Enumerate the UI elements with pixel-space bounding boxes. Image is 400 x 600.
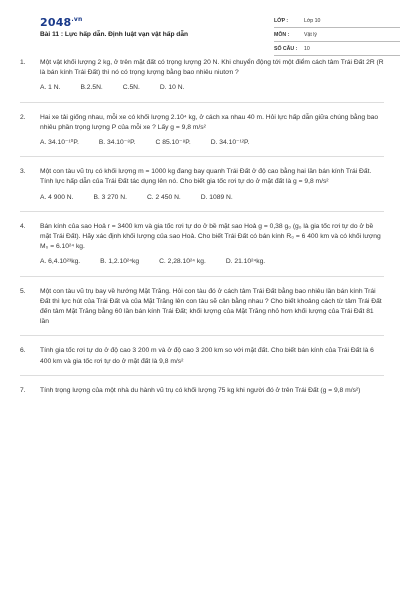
question-body: [40, 222, 384, 268]
answer-option[interactable]: C 85.10⁻⁸P.: [155, 139, 191, 147]
meta-key: LỚP :: [274, 17, 289, 24]
meta-row-class: [274, 14, 400, 28]
answer-option[interactable]: A. 6,4.10²³kg.: [40, 258, 81, 266]
answer-option[interactable]: D. 1089 N.: [200, 193, 233, 201]
question-divider: [20, 335, 384, 336]
answer-options: [40, 257, 384, 267]
meta-row-subject: [274, 28, 400, 42]
lesson-title: Bài 11 : Lực hấp dẫn. Định luật vạn vật hấp dẫn: [40, 31, 189, 38]
question-body: [40, 58, 384, 94]
question-number: 6.: [20, 347, 26, 355]
answer-option[interactable]: C.5N.: [122, 84, 140, 92]
meta-key: SỐ CÂU :: [274, 45, 298, 52]
answer-option[interactable]: D. 21.10²⁴kg.: [225, 258, 266, 266]
question-divider: [20, 102, 384, 103]
answer-option[interactable]: A. 4 900 N.: [40, 193, 74, 201]
meta-table: [274, 14, 400, 56]
answer-options: [40, 83, 384, 93]
question-item: [20, 167, 384, 203]
question-divider: [20, 156, 384, 157]
meta-value: Vật lý: [304, 31, 317, 38]
meta-key: MÔN :: [274, 31, 290, 38]
answer-option[interactable]: C. 2,28.10²⁴ kg.: [159, 258, 206, 266]
answer-option[interactable]: D. 34.10⁻¹²P.: [210, 139, 250, 147]
answer-option[interactable]: A. 1 N.: [40, 84, 61, 92]
answer-option[interactable]: C. 2 450 N.: [146, 193, 181, 201]
answer-option[interactable]: A. 34.10⁻¹⁰P.: [40, 139, 79, 147]
logo-text: 2048: [40, 16, 72, 29]
question-item: [20, 287, 384, 328]
worksheet-header: [20, 0, 380, 52]
logo-suffix: .vn: [71, 16, 83, 23]
question-text: Bán kính của sao Hoả r = 3400 km và gia tốc rơi tự do ở bề mặt sao Hoả g = 0,38 g₀ (g₀ là gia tốc rơi tự do ở bề mặt Trái Đất). Hãy xác định khối lượng của sao Hoả. Cho biết Trái Đất có bán kính R₀ = 6 400 km và có khối lượng M₀ = 6.10²⁴ kg.: [40, 222, 381, 251]
question-body: [40, 386, 384, 396]
site-logo[interactable]: [40, 16, 82, 29]
question-body: [40, 167, 384, 203]
question-text: Hai xe tải giống nhau, mỗi xe có khối lượng 2.10⁴ kg, ở cách xa nhau 40 m. Hỏi lực hấp dẫn giữa chúng bằng bao nhiêu phần trọng lượng P của mỗi xe ? Lấy g = 9,8 m/s²: [40, 113, 379, 131]
answer-options: [40, 193, 384, 203]
question-item: [20, 386, 384, 396]
answer-option[interactable]: B. 34.10⁻⁸P.: [98, 139, 136, 147]
question-text: Một con tàu vũ trụ bay về hướng Mặt Trăng. Hỏi con tàu đó ở cách tâm Trái Đất bằng bao nhiêu lần bán kính Trái Đất thì lực hút của Trái Đất và của Mặt Trăng lên con tàu sẽ cân bằng nhau ? Cho biết khoảng cách từ tâm Trái Đất đến tâm Mặt Trăng bằng 60 lần bán kính Trái Đất; khối lượng của Mặt Trăng nhỏ hơn khối lượng của Trái Đất 81 lần: [40, 287, 382, 326]
answer-options: [40, 138, 384, 148]
question-divider: [20, 375, 384, 376]
question-list: [20, 58, 384, 396]
question-divider: [20, 211, 384, 212]
meta-row-count: [274, 42, 400, 56]
answer-option[interactable]: D. 10 N.: [159, 84, 185, 92]
question-item: [20, 222, 384, 268]
answer-option[interactable]: B. 1,2.10²⁴kg: [100, 258, 140, 266]
question-body: [40, 287, 384, 328]
answer-option[interactable]: B.2.5N.: [80, 84, 103, 92]
meta-value: 10: [304, 45, 310, 52]
question-number: 3.: [20, 168, 26, 176]
question-item: [20, 346, 384, 366]
question-text: Tính gia tốc rơi tự do ở độ cao 3 200 m và ở độ cao 3 200 km so với mặt đất. Cho biết bán kính của Trái Đất là 6 400 km và gia tốc rơi tự do ở mặt đất là 9,8 m/s²: [40, 347, 374, 365]
question-text: Một vật khối lượng 2 kg, ở trên mặt đất có trọng lượng 20 N. Khi chuyển động tới một điểm cách tâm Trái Đất 2R (R là bán kính Trái Đất) thì nó có trọng lượng bằng bao nhiêu niutơn ?: [40, 59, 384, 77]
question-number: 7.: [20, 386, 26, 394]
question-item: [20, 58, 384, 94]
question-divider: [20, 276, 384, 277]
question-number: 1.: [20, 59, 26, 66]
question-item: [20, 113, 384, 149]
meta-value: Lớp 10: [304, 17, 321, 24]
question-number: 4.: [20, 222, 26, 230]
question-number: 5.: [20, 287, 26, 295]
question-body: [40, 346, 384, 366]
answer-option[interactable]: B. 3 270 N.: [93, 193, 127, 201]
question-text: Một con tàu vũ trụ có khối lượng m = 1000 kg đang bay quanh Trái Đất ở độ cao bằng hai lần bán kính Trái Đất. Tính lực hấp dẫn của Trái Đất tác dụng lên nó. Cho biết gia tốc rơi tự do ở mặt đất là g = 9,8 m/s²: [40, 168, 372, 186]
question-text: Tính trọng lượng của một nhà du hành vũ trụ có khối lượng 75 kg khi người đó ở trên Trái Đất (g = 9,8 m/s²): [40, 386, 361, 394]
question-number: 2.: [20, 113, 26, 121]
question-body: [40, 113, 384, 149]
